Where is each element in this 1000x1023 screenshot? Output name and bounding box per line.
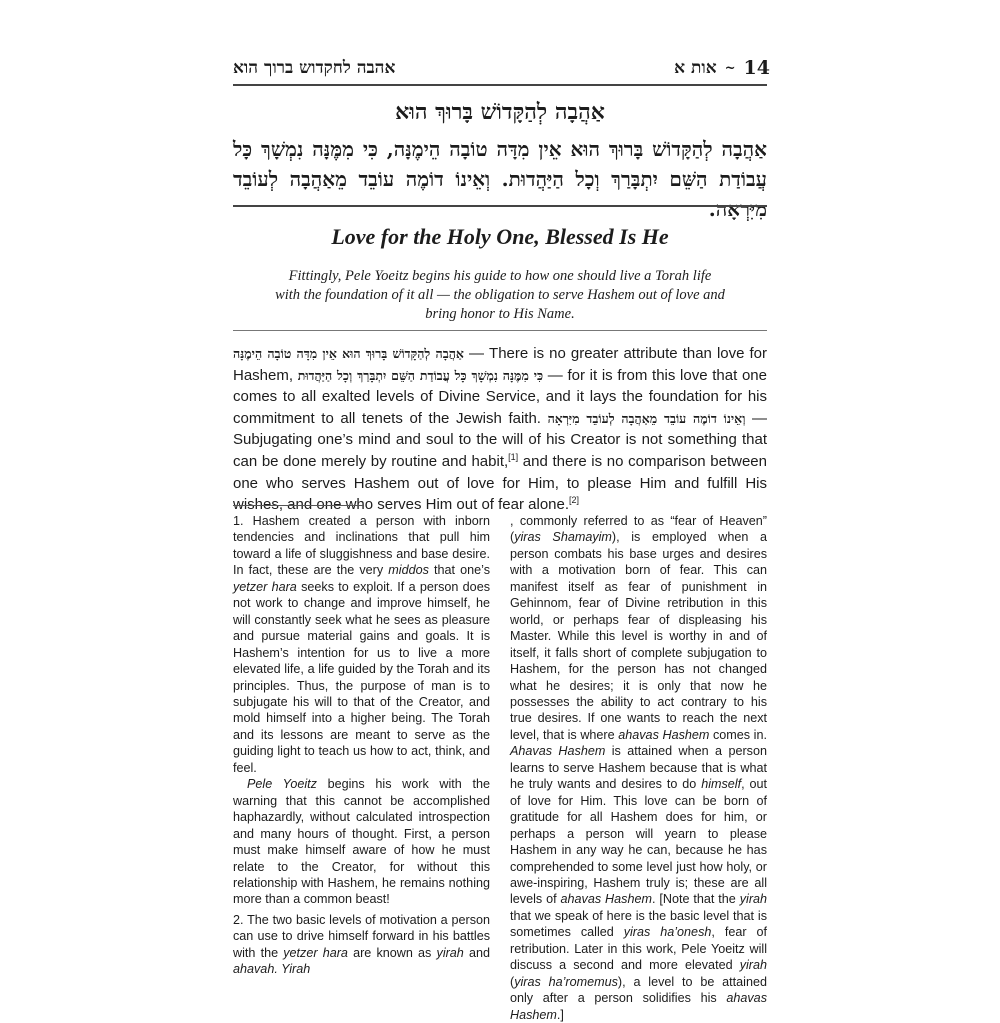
page-header-right [674,57,770,79]
footnotes-column-right [510,513,767,1023]
commentary-text: — There is no greater attribute than love for Hashem, [233,345,768,384]
footnote-ref-1[interactable]: [1] [508,451,519,462]
footnote-2: 2. The two basic levels of motivation a person can use to drive himself forward in his battles with the yetzer hara are known as yirah and ahavah. Yirah [233,912,490,977]
footnote-1: 1. Hashem created a person with inborn tendencies and inclinations that pull him toward a life of sluggishness and base desire. In fact, these are the very middos that one’s yetzer hara seeks to exploit. If a person does not work to change and improve himself, he will constantly seek what he sees as pleasure and pursue material gains and goals. It is Hashem’s intention for us to live a more elevated life, a life guided by the Torah and its principles. Thus, the purpose of man is to subjugate his will to that of the Creator, and mold himself into a higher being. The Torah and its lessons are meant to serve as the guiding light to teach us how to act, think, and feel. [233,514,490,775]
commentary-text: — for it is from this love that one comes to all exalted levels of Divine Service, and it lays the foundation for his commitment to all tenets of the Jewish faith. [233,366,767,427]
hebrew-divider [233,205,767,207]
hebrew-phrase: כִּי מִמֶּנָּה נִמְשָׁךְ כָּל עֲבוֹדַת הַשֵּׁם יִתְבָּרַךְ וְכָל הַיַּהֲדוּת [297,367,544,383]
footnote-separator [233,505,363,506]
intro-divider [233,330,767,331]
ornament-icon: ~ [724,60,736,76]
english-title: Love for the Holy One, Blessed Is He [331,224,669,249]
footnote-1-paragraph-2: Pele Yoeitz begins his work with the warning that this cannot be accomplished haphazardly, without calculated introspection and many hours of thought. First, a person must make himself aware of how he must relate to the Creator, for without this relationship with Hashem, he remains nothing more than a common beast! [233,777,490,907]
hebrew-phrase: וְאֵינוֹ דוֹמֶה עוֹבֵד מֵאַהֲבָה לְעוֹבֵד מִיִּרְאָה [547,410,746,426]
commentary-text: and there is no comparison between one who serves Hashem out of love for Him, to please Him and fulfill His wishes, and one who serves Him out of fear alone. [233,452,767,514]
hebrew-phrase: אַהֲבָה לְהַקָּדוֹשׁ בָּרוּךְ הוּא אֵין מִדָּה טוֹבָה הֵימֶנָּה [233,346,464,361]
intro-text: Fittingly, Pele Yoeitz begins his guide to how one should live a Torah life with the foundation of it all — the obligation to serve Hashem out of love and bring honor to His Name. [275,268,725,322]
header-rule [233,84,767,86]
hebrew-text: אַהֲבָה לְהַקָּדוֹשׁ בָּרוּךְ הוּא אֵין מִדָּה טוֹבָה הֵימֶנָּה, כִּי מִמֶּנָּה נִמְשָׁךְ כָּל עֲבוֹדַת הַשֵּׁם יִתְבָּרַךְ וְכָל הַיַּהֲדוּת. וְאֵינוֹ דוֹמֶה עוֹבֵד מֵאַהֲבָה לְעוֹבֵד מִיִּרְאָה. [233,137,767,221]
footnote-2-continued: , commonly referred to as “fear of Heaven” (yiras Shamayim), is employed when a person combats his base urges and desires with a motivation born of fear. This can manifest itself as fear of punishment in Gehinnom, fear of Divine retribution in this world, or perhaps fear of displeasing his Master. While this level is worthy in and of itself, it falls short of complete subjugation to Hashem, for the person has not changed what he desires; it is only that now he possesses the ability to act contrary to his true desires. If one wants to reach the next level, that is where ahavas Hashem comes in. Ahavas Hashem is attained when a person learns to serve Hashem because that is what he truly wants and desires to do himself, out of love for Him. This love can be born of gratitude for all Hashem does for him, or perhaps a person will yearn to please Hashem in any way he can, because he has comprehended to some level just how holy, or awe-inspiring, Hashem truly is; these are all levels of ahavas Hashem. [Note that the yirah that we speak of here is the basic level that is sometimes called yiras ha’onesh, fear of retribution. Later in this work, Pele Yoeitz will discuss a second and more elevated yirah (yiras ha’romemus), a level to be attained only after a person solidifies his ahavas Hashem.] [510,514,768,1022]
commentary-text: — Subjugating one’s mind and soul to the will of his Creator is not something that can be done merely by routine and habit, [233,409,767,470]
section-label: אות א [674,58,717,78]
main-commentary [233,343,767,516]
running-title: אהבה לחקדוש ברוך הוא [233,58,396,78]
hebrew-title: אַהֲבָה לְהַקָּדוֹשׁ בָּרוּךְ הוּא [395,99,605,125]
page-number: 14 [743,57,770,79]
footnote-ref-2[interactable]: [2] [569,495,580,506]
footnotes-column-left [233,513,490,978]
footnote-text: , commonly referred to as “fear of Heaven” ( [510,514,767,545]
